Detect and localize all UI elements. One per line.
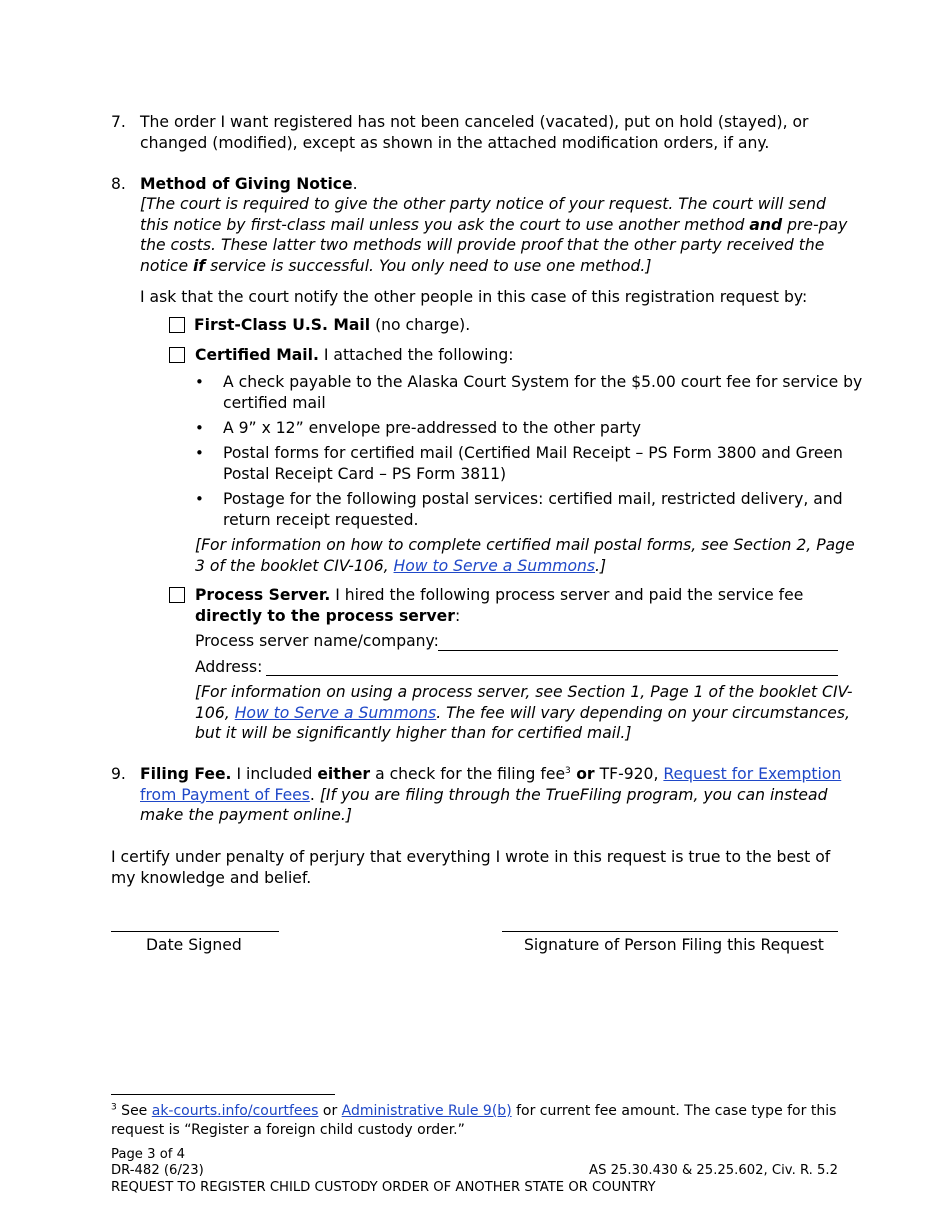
certified-mail-option: Certified Mail. I attached the following: — [195, 346, 514, 364]
item-8-number: 8. — [111, 175, 126, 193]
court-fees-link[interactable]: ak-courts.info/courtfees — [151, 1103, 319, 1119]
form-number: DR-482 (6/23) — [111, 1163, 204, 1178]
certified-bullet-2: A 9” x 12” envelope pre-addressed to the other party — [223, 419, 642, 437]
statute-reference: AS 25.30.430 & 25.25.602, Civ. R. 5.2 — [589, 1163, 838, 1178]
signature-label: Signature of Person Filing this Request — [524, 936, 824, 954]
item-9-number: 9. — [111, 765, 126, 783]
date-signed-line[interactable] — [111, 931, 279, 932]
certification-statement: I certify under penalty of perjury that everything I wrote in this request is true to the best of my knowledge and belief. — [111, 848, 831, 887]
bullet-icon: • — [195, 444, 204, 462]
item-9-text: Filing Fee. I included either a check for the filing fee$^3$ or TF-920, Request for Exemption from Payment of Fees. [If you are filing through the TrueFiling program, you can instead make the payment online.] — [140, 765, 842, 824]
first-class-mail-checkbox[interactable] — [169, 317, 185, 333]
process-server-name-field[interactable] — [438, 650, 838, 651]
how-to-serve-summons-link-2[interactable]: How to Serve a Summons — [234, 703, 437, 722]
item-7-number: 7. — [111, 113, 126, 131]
fee-exemption-link[interactable]: Request for Exemption — [663, 765, 842, 783]
notify-request-text: I ask that the court notify the other people in this case of this registration request by: — [140, 288, 808, 306]
certified-mail-label: Certified Mail. — [195, 346, 319, 364]
page-number: Page 3 of 4 — [111, 1147, 185, 1162]
item-7-text — [140, 112, 860, 153]
date-signed-label: Date Signed — [146, 936, 242, 954]
how-to-serve-summons-link[interactable]: How to Serve a Summons — [393, 556, 596, 575]
fee-exemption-link-cont[interactable]: from Payment of Fees — [140, 785, 310, 804]
certified-bullet-4: Postage for the following postal services: certified mail, restricted delivery, and return receipt requested. — [223, 490, 843, 529]
process-server-option: Process Server. I hired the following process server and paid the service fee directly to the process server: — [195, 586, 804, 625]
item-8-title: Method of Giving Notice — [140, 175, 353, 193]
bullet-icon: • — [195, 419, 204, 437]
footnote-separator — [111, 1094, 335, 1095]
bullet-icon: • — [195, 373, 204, 391]
process-server-info: [For information on using a process server, see Section 1, Page 1 of the booklet CIV- 106, How to Serve a Summons. The fee will vary depending on your circumstances, but it will be significantly higher than for certified mail.] — [195, 683, 853, 742]
item-8-heading: Method of Giving Notice. — [140, 175, 358, 193]
process-server-checkbox[interactable] — [169, 587, 185, 603]
bullet-icon: • — [195, 490, 204, 508]
certified-info: [For information on how to complete certified mail postal forms, see Section 2, Page 3 of the booklet CIV-106, How to Serve a Summons.] — [195, 536, 855, 575]
certified-bullet-3: Postal forms for certified mail (Certified Mail Receipt – PS Form 3800 and Green Postal Receipt Card – PS Form 3811) — [223, 444, 843, 483]
notice-instructions: [The court is required to give the other party notice of your request. The court will send this notice by first-class mail unless you ask the court to use another method and pre-pay the costs. These latter two methods will provide proof that the other party received the notice if service is successful. You only need to use one method.] — [140, 195, 848, 275]
address-label: Address: — [195, 658, 263, 676]
certified-mail-checkbox[interactable] — [169, 347, 185, 363]
item-7-line-2: changed (modified), except as shown in the attached modification orders, if any. — [140, 133, 770, 152]
footnote-3: $^3$ See ak-courts.info/courtfees or Administrative Rule 9(b) for current fee amount. The case type for this request is “Register a foreign child custody order.” — [111, 1102, 837, 1138]
filing-fee-title: Filing Fee. — [140, 765, 232, 783]
first-class-mail-label: First-Class U.S. Mail — [194, 316, 371, 334]
certified-bullet-1: A check payable to the Alaska Court System for the $5.00 court fee for service by certified mail — [223, 373, 863, 412]
administrative-rule-link[interactable]: Administrative Rule 9(b) — [341, 1103, 512, 1119]
process-server-name-label: Process server name/company: — [195, 632, 439, 650]
process-server-label: Process Server. — [195, 586, 331, 604]
first-class-mail-option: First-Class U.S. Mail (no charge). — [194, 316, 471, 334]
item-7-line-1: The order I want registered has not been canceled (vacated), put on hold (stayed), or — [140, 113, 809, 131]
form-title: REQUEST TO REGISTER CHILD CUSTODY ORDER OF ANOTHER STATE OR COUNTRY — [111, 1180, 656, 1195]
signature-line[interactable] — [502, 931, 838, 932]
address-field[interactable] — [266, 675, 838, 676]
